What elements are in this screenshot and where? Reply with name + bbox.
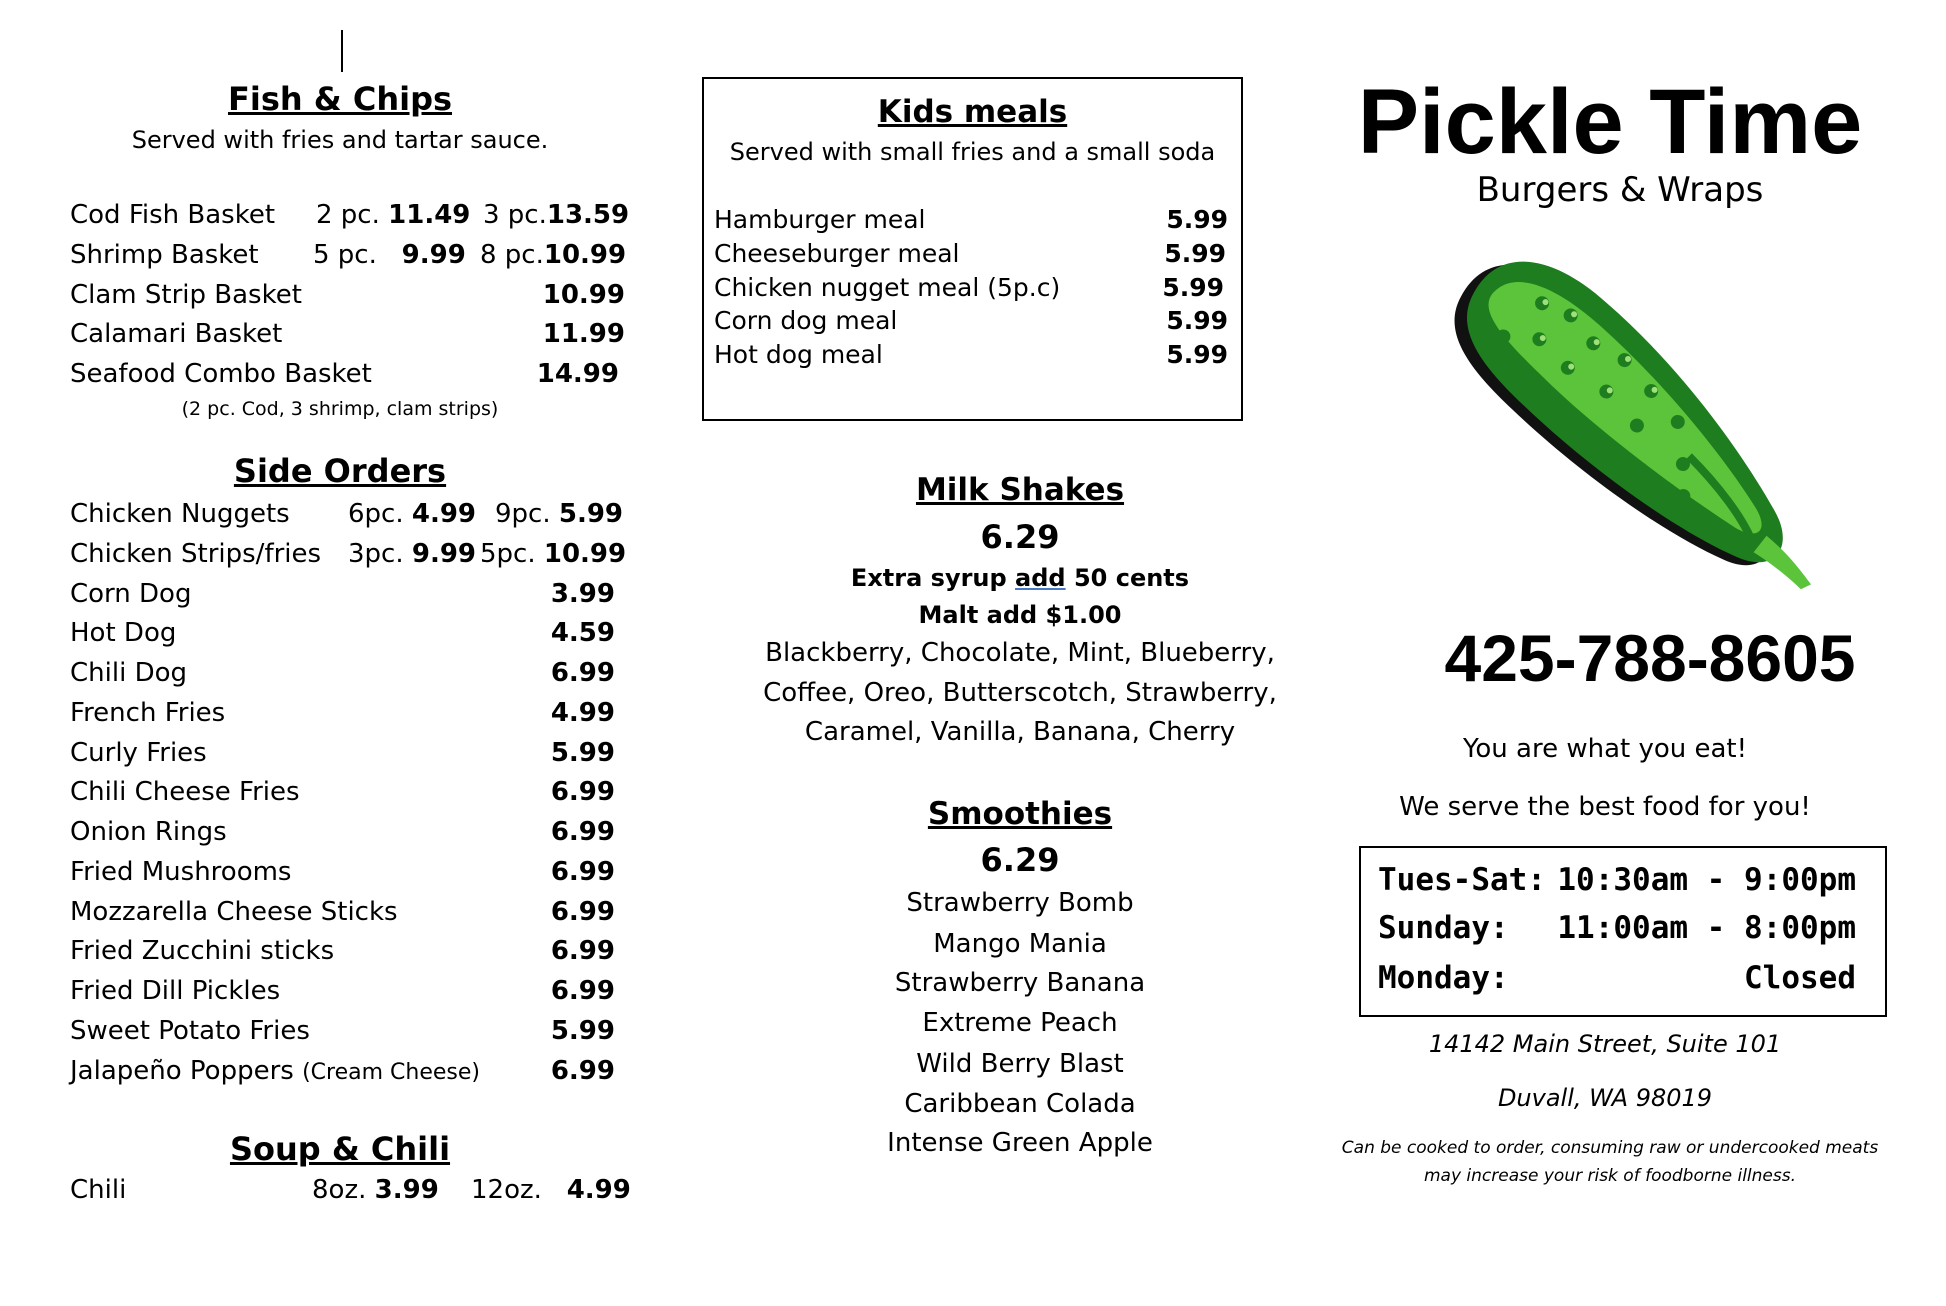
menu-item-chicken-nuggets bbox=[70, 499, 625, 539]
menu-item-shrimp bbox=[70, 240, 625, 280]
menu-item-chili bbox=[70, 1175, 631, 1215]
item-price: 5.99 bbox=[1164, 239, 1226, 268]
item-name: Chili Cheese Fries bbox=[70, 777, 300, 807]
menu-item-seafood-combo bbox=[70, 359, 625, 399]
item-name: Calamari Basket bbox=[70, 319, 283, 349]
item-price: 4.99 bbox=[550, 698, 615, 728]
text-cursor bbox=[341, 30, 343, 72]
item-name: Corn Dog bbox=[70, 579, 192, 609]
item-price: 6.99 bbox=[550, 857, 615, 887]
kids-item-cheeseburger bbox=[714, 239, 1228, 273]
fish-chips-title: Fish & Chips bbox=[227, 80, 453, 118]
item-price: 3.99 bbox=[550, 579, 615, 609]
hours-time: 10:30am - 9:00pm bbox=[1557, 862, 1856, 898]
item-name: Cheeseburger meal bbox=[714, 239, 960, 268]
menu-item-calamari bbox=[70, 319, 625, 359]
item-price-small: 3pc. 9.99 bbox=[348, 539, 477, 569]
menu-item-cod-fish bbox=[70, 200, 630, 240]
smoothies-title: Smoothies bbox=[927, 796, 1113, 832]
slogan-line-1: You are what you eat! bbox=[1462, 734, 1748, 764]
item-name: Fried Dill Pickles bbox=[70, 976, 281, 1006]
item-price: 5.99 bbox=[1166, 205, 1228, 234]
soup-chili-title: Soup & Chili bbox=[229, 1130, 451, 1168]
item-price-large: 12oz. 4.99 bbox=[471, 1175, 631, 1205]
item-price-small: 8oz. 3.99 bbox=[312, 1175, 439, 1205]
brand-title: Pickle Time bbox=[1357, 71, 1863, 173]
kids-item-chicken-nugget bbox=[714, 273, 1228, 307]
slogan-line-2: We serve the best food for you! bbox=[1399, 792, 1811, 822]
item-price: 5.99 bbox=[550, 738, 615, 768]
fish-chips-subtitle: Served with fries and tartar sauce. bbox=[131, 126, 549, 154]
menu-item-chili-cheese-fries bbox=[70, 777, 625, 817]
milk-shakes-price: 6.29 bbox=[980, 518, 1060, 556]
kids-meals-subtitle: Served with small fries and a small soda bbox=[729, 138, 1216, 166]
item-price-small: 6pc. 4.99 bbox=[348, 499, 477, 529]
malt-note: Malt add $1.00 bbox=[918, 601, 1122, 629]
item-name: Sweet Potato Fries bbox=[70, 1016, 310, 1046]
smoothies-price: 6.29 bbox=[980, 841, 1060, 879]
milk-shakes-title: Milk Shakes bbox=[915, 472, 1125, 508]
hours-row-tues-sat bbox=[1378, 862, 1856, 904]
kids-item-corn-dog bbox=[714, 306, 1228, 340]
item-name: Cod Fish Basket bbox=[70, 200, 276, 230]
kids-item-hot-dog bbox=[714, 340, 1228, 374]
hours-day: Tues-Sat: bbox=[1378, 862, 1546, 898]
shake-flavors-line: Caramel, Vanilla, Banana, Cherry bbox=[804, 717, 1236, 747]
item-price: 6.99 bbox=[550, 658, 615, 688]
menu-item-clam-strip bbox=[70, 280, 625, 320]
smoothie-item: Intense Green Apple bbox=[887, 1128, 1153, 1158]
item-price-large: 5pc. 10.99 bbox=[480, 539, 627, 569]
item-name: Shrimp Basket bbox=[70, 240, 259, 270]
item-name: Mozzarella Cheese Sticks bbox=[70, 897, 398, 927]
hours-row-monday bbox=[1378, 960, 1856, 1002]
menu-item-corn-dog bbox=[70, 579, 625, 619]
item-name: Jalapeño Poppers (Cream Cheese) bbox=[70, 1056, 480, 1086]
hours-row-sunday bbox=[1378, 910, 1856, 952]
hours-day: Sunday: bbox=[1378, 910, 1509, 946]
menu-item-curly-fries bbox=[70, 738, 625, 778]
hours-time: Closed bbox=[1744, 960, 1856, 996]
menu-item-chicken-strips bbox=[70, 539, 625, 579]
disclaimer-line-1: Can be cooked to order, consuming raw or undercooked meats bbox=[1341, 1138, 1879, 1158]
item-name: Chili Dog bbox=[70, 658, 187, 688]
item-price: 4.59 bbox=[550, 618, 615, 648]
item-price: 5.99 bbox=[1166, 306, 1228, 335]
brand-tagline: Burgers & Wraps bbox=[1476, 170, 1764, 210]
smoothie-item: Strawberry Banana bbox=[894, 968, 1146, 998]
shake-flavors-line: Blackberry, Chocolate, Mint, Blueberry, bbox=[765, 638, 1275, 668]
item-name: Hot dog meal bbox=[714, 340, 883, 369]
item-price: 6.99 bbox=[550, 777, 615, 807]
smoothie-item: Caribbean Colada bbox=[904, 1089, 1136, 1119]
smoothie-item: Mango Mania bbox=[933, 929, 1107, 959]
item-name: Fried Mushrooms bbox=[70, 857, 292, 887]
address-line-1: 14142 Main Street, Suite 101 bbox=[1428, 1030, 1782, 1058]
item-price: 6.99 bbox=[550, 897, 615, 927]
kids-item-hamburger bbox=[714, 205, 1228, 239]
menu-item-jalapeno-poppers bbox=[70, 1056, 625, 1096]
kids-meals-title: Kids meals bbox=[877, 94, 1068, 130]
item-name: Chili bbox=[70, 1175, 127, 1205]
item-name: Chicken nugget meal (5p.c) bbox=[714, 273, 1061, 302]
shake-flavors-line: Coffee, Oreo, Butterscotch, Strawberry, bbox=[763, 678, 1277, 708]
item-price: 11.99 bbox=[542, 319, 625, 349]
menu-item-onion-rings bbox=[70, 817, 625, 857]
item-price: 6.99 bbox=[550, 976, 615, 1006]
hours-time: 11:00am - 8:00pm bbox=[1557, 910, 1856, 946]
item-name: Seafood Combo Basket bbox=[70, 359, 372, 389]
item-name: Chicken Strips/fries bbox=[70, 539, 322, 569]
menu-item-fried-dill-pickles bbox=[70, 976, 625, 1016]
smoothie-item: Extreme Peach bbox=[922, 1008, 1118, 1038]
item-name: Fried Zucchini sticks bbox=[70, 936, 335, 966]
item-name: Clam Strip Basket bbox=[70, 280, 302, 310]
smoothie-item: Wild Berry Blast bbox=[916, 1049, 1124, 1079]
item-price: 14.99 bbox=[536, 359, 619, 389]
item-name: Hot Dog bbox=[70, 618, 177, 648]
disclaimer-line-2: may increase your risk of foodborne illness. bbox=[1423, 1166, 1797, 1186]
item-price-large: 9pc. 5.99 bbox=[495, 499, 624, 529]
smoothie-item: Strawberry Bomb bbox=[906, 888, 1134, 918]
address-line-2: Duvall, WA 98019 bbox=[1497, 1084, 1713, 1112]
item-name: Onion Rings bbox=[70, 817, 227, 847]
menu-item-chili-dog bbox=[70, 658, 625, 698]
item-price: 6.99 bbox=[550, 1056, 615, 1086]
item-price-large: 3 pc.13.59 bbox=[483, 200, 630, 230]
item-price-large: 8 pc.10.99 bbox=[480, 240, 627, 270]
pickle-icon bbox=[1405, 240, 1865, 595]
item-price-small: 5 pc. 9.99 bbox=[313, 240, 466, 270]
menu-item-fried-mushrooms bbox=[70, 857, 625, 897]
combo-note: (2 pc. Cod, 3 shrimp, clam strips) bbox=[181, 398, 499, 420]
menu-item-mozzarella-sticks bbox=[70, 897, 625, 937]
item-price: 5.99 bbox=[1166, 340, 1228, 369]
menu-item-french-fries bbox=[70, 698, 625, 738]
item-name: French Fries bbox=[70, 698, 226, 728]
item-price: 6.99 bbox=[550, 817, 615, 847]
hours-day: Monday: bbox=[1378, 960, 1509, 996]
phone-number[interactable]: 425-788-8605 bbox=[1444, 621, 1856, 695]
menu-item-sweet-potato-fries bbox=[70, 1016, 625, 1056]
item-price: 6.99 bbox=[550, 936, 615, 966]
item-name: Chicken Nuggets bbox=[70, 499, 290, 529]
item-price: 5.99 bbox=[1162, 273, 1224, 302]
item-price: 10.99 bbox=[542, 280, 625, 310]
item-price-small: 2 pc. 11.49 bbox=[316, 200, 471, 230]
menu-item-hot-dog bbox=[70, 618, 625, 658]
item-price: 5.99 bbox=[550, 1016, 615, 1046]
menu-item-fried-zucchini bbox=[70, 936, 625, 976]
item-name: Hamburger meal bbox=[714, 205, 926, 234]
item-name: Curly Fries bbox=[70, 738, 207, 768]
item-note: (Cream Cheese) bbox=[302, 1060, 480, 1085]
side-orders-title: Side Orders bbox=[233, 452, 447, 490]
extra-syrup-note: Extra syrup add 50 cents bbox=[850, 564, 1190, 592]
item-name: Corn dog meal bbox=[714, 306, 898, 335]
